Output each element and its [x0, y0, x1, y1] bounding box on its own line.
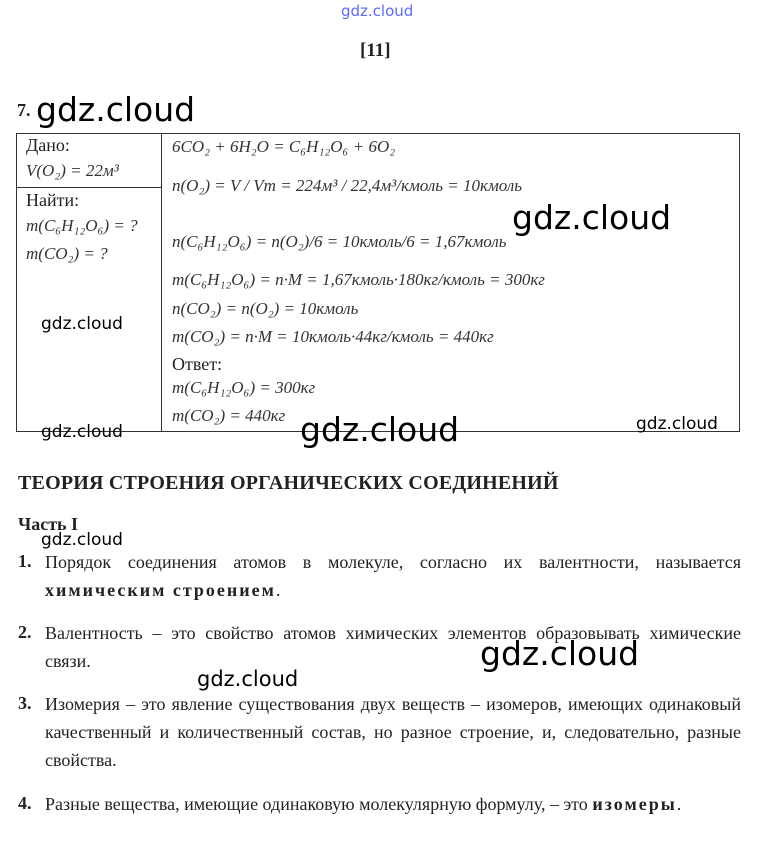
watermark: gdz.cloud	[300, 410, 460, 449]
find-item-2: m(CO₂) = ?	[26, 244, 108, 263]
item-tail: .	[676, 794, 682, 814]
task-number: 7.	[17, 100, 31, 120]
page-number: [11]	[360, 40, 391, 61]
solution-line-4: m(C₆H₁₂O₆) = n·M = 1,67кмоль·180кг/кмоль = 300кг	[172, 270, 545, 289]
item-text: Изомерия – это явление существования двух веществ – изомеров, имеющих одинаковый качественный и количественный состав, но разное строение, и, следовательно, разные свойства.	[45, 694, 741, 770]
item-number: 4.	[18, 793, 32, 813]
list-item	[45, 690, 741, 774]
answer-label: Ответ:	[172, 354, 223, 374]
find-item-1: m(C₆H₁₂O₆) = ?	[26, 216, 138, 235]
watermark: gdz.cloud	[41, 530, 123, 550]
watermark: gdz.cloud	[36, 90, 196, 129]
item-text: Валентность – это свойство атомов химических элементов образовывать химические связи.	[45, 623, 741, 671]
solution-line-5: n(CO₂) = n(O₂) = 10кмоль	[172, 299, 359, 318]
solution-line-2: n(O₂) = V / Vm = 224м³ / 22,4м³/кмоль = 10кмоль	[172, 176, 523, 195]
section-title: ТЕОРИЯ СТРОЕНИЯ ОРГАНИЧЕСКИХ СОЕДИНЕНИЙ	[18, 472, 559, 494]
answer-line-1: m(C₆H₁₂O₆) = 300кг	[172, 378, 316, 397]
item-number: 2.	[18, 622, 32, 642]
table-divider-horizontal	[16, 187, 162, 188]
answer-line-2: m(CO₂) = 440кг	[172, 406, 286, 425]
watermark: gdz.cloud	[480, 634, 640, 673]
given-value: V(O₂) = 22м³	[26, 161, 119, 180]
find-label: Найти:	[26, 190, 80, 210]
item-term: изомеры	[592, 794, 677, 814]
item-tail: .	[275, 580, 281, 600]
site-watermark: gdz.cloud	[341, 2, 414, 20]
list-item	[45, 548, 741, 604]
item-text: Порядок соединения атомов в молекуле, согласно их валентности, называется	[45, 552, 741, 572]
list-item	[45, 790, 741, 818]
solution-line-3: n(C₆H₁₂O₆) = n(O₂)/6 = 10кмоль/6 = 1,67кмоль	[172, 232, 507, 251]
watermark: gdz.cloud	[197, 667, 299, 691]
watermark: gdz.cloud	[512, 198, 672, 237]
solution-line-1: 6CO₂ + 6H₂O = C₆H₁₂O₆ + 6O₂	[172, 137, 396, 156]
item-number: 3.	[18, 693, 32, 713]
item-number: 1.	[18, 551, 32, 571]
part-title: Часть I	[18, 514, 79, 534]
watermark: gdz.cloud	[41, 314, 123, 334]
table-divider-vertical	[161, 133, 162, 431]
item-text: Разные вещества, имеющие одинаковую молекулярную формулу, – это	[45, 794, 588, 814]
given-label: Дано:	[26, 135, 70, 155]
item-term: химическим строением	[45, 580, 276, 600]
watermark: gdz.cloud	[636, 414, 718, 434]
watermark: gdz.cloud	[41, 422, 123, 442]
solution-line-6: m(CO₂) = n·M = 10кмоль·44кг/кмоль = 440кг	[172, 327, 494, 346]
